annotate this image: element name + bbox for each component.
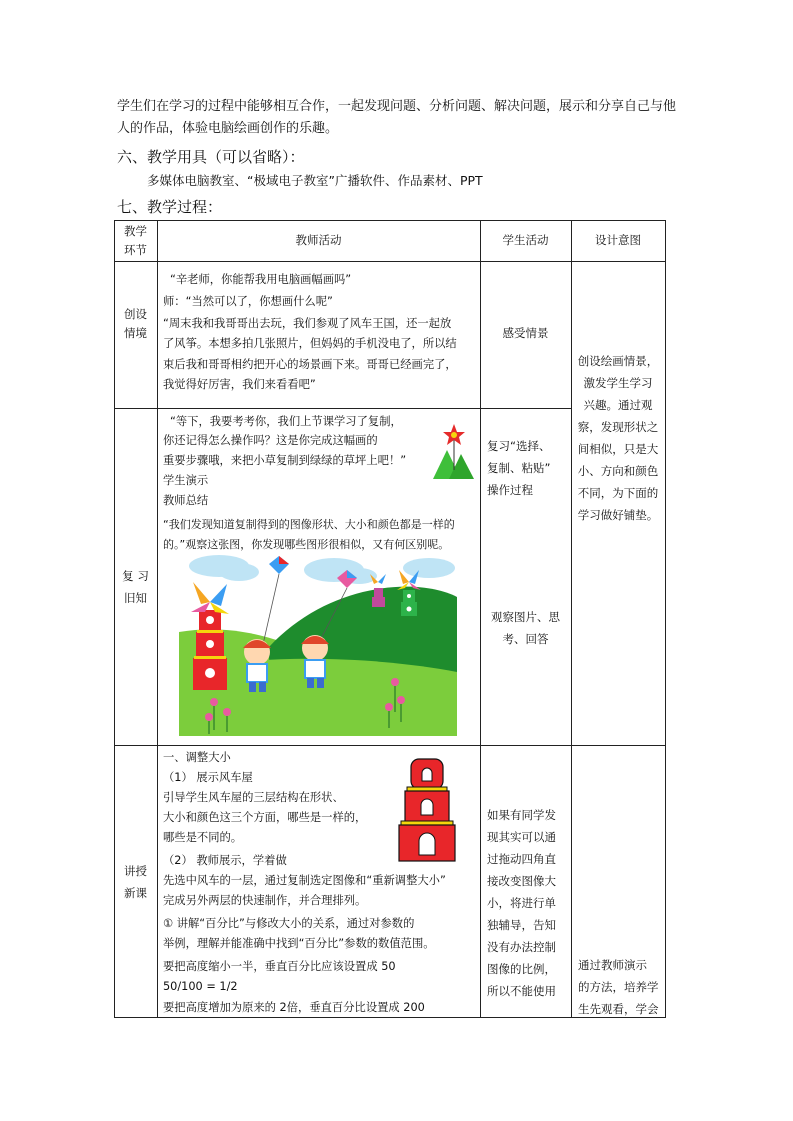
row2-teacher-line: 你还记得怎么操作吗？这是你完成这幅画的 [163,434,378,447]
header-student: 学生活动 [502,233,549,247]
row1-teacher-line: 了风筝。本想多拍几张照片，但妈妈的手机没电了，所以结 [163,337,457,350]
row3-teacher-line: 先选中风车的一层，通过复制选定图像和“重新调整大小” [163,874,446,887]
row3-teacher-line: 要把高度缩小一半，垂直百分比应该设置成 50 [163,960,396,973]
row3-teacher-line: ① 讲解“百分比”与修改大小的关系，通过对参数的 [163,917,415,930]
row2-student-b: 观察图片、思 考、回答 [491,610,560,646]
row3-teacher-line: （1） 展示风车屋 [163,771,253,784]
row3-teacher-line: 要把高度增加为原来的 2倍，垂直百分比设置成 200 [163,1001,425,1014]
row2-stage: 复 习 旧知 [122,569,149,605]
row2-teacher-line: “等下，我要考考你，我们上节课学习了复制， [170,415,402,428]
row2-teacher-line: 重要步骤哦，来把小草复制到绿绿的草坪上吧！” [163,454,407,467]
row1-student: 感受情景 [502,326,549,340]
header-design: 设计意图 [595,233,641,247]
header-stage: 教学 环节 [124,224,147,257]
row1-teacher-line: 束后我和哥哥相约把开心的场景画下来。哥哥已经画完了， [163,358,457,371]
section7-title: 七、教学过程： [117,198,223,216]
row3-student: 如果有同学发 现其实可以通 过拖动四角直 接改变图像大 小，将进行单 独辅导，告知 没有办法控制 图像的比例， 所以不能使用 [487,808,556,998]
row2-teacher-line: 学生演示 [163,474,209,487]
row3-teacher-line: （2） 教师展示，学着做 [163,854,287,867]
section6-title: 六、教学用具（可以省略）： [117,148,305,166]
row3-teacher-line: 大小和颜色这三个方面，哪些是一样的， [163,811,367,824]
row3-teacher-line: 引导学生风车屋的三层结构在形状、 [163,791,344,804]
windmill-tower-illustration [394,757,460,863]
row2-teacher-line: 的。”观察这张图，你发现哪些图形很相似，又有何区别呢。 [163,538,450,551]
windmill-kite-illustration [179,552,457,736]
row2-teacher-line: 教师总结 [163,494,209,507]
header-teacher: 教师活动 [295,233,342,247]
section6-content: 多媒体电脑教室、“极域电子教室”广播软件、作品素材、PPT [147,173,483,188]
row3-teacher-line: 哪些是不同的。 [163,831,243,844]
row1-stage: 创设 情境 [124,307,147,340]
row1-teacher-line: 我觉得好厉害，我们来看看吧” [163,378,316,391]
intro-paragraph: 学生们在学习的过程中能够相互合作，一起发现问题、分析问题、解决问题，展示和分享自己与他人的作品，体验电脑绘画创作的乐趣。 [117,99,677,136]
row2-student-a: 复习“选择、 复制、粘贴” 操作过程 [487,439,551,497]
row1-teacher-line: “周末我和我哥哥出去玩，我们参观了风车王国，还一起放 [163,317,452,330]
row3-stage: 讲授 新课 [124,864,147,900]
row3-teacher-line: 50/100 = 1/2 [163,980,238,993]
row3-design: 通过教师演示 的方法，培养学 生先观看，学会 [578,958,659,1016]
row1-teacher-line: “辛老师，你能帮我用电脑画幅画吗” [170,273,352,286]
pinwheel-mountain-icon [433,422,477,480]
design-merged: 创设绘画情景， 激发学生学习 兴趣。通过观 察，发现形状之 间相似，只是大 小、方向和颜色 不同，为下面的 学习做好铺垫。 [577,354,659,522]
row1-teacher-line: 师：“当然可以了，你想画什么呢” [163,295,333,308]
row3-teacher-line: 一、调整大小 [163,751,231,764]
row3-teacher-line: 举例，理解并能准确中找到“百分比”参数的数值范围。 [163,937,435,950]
row2-teacher-line: “我们发现知道复制得到的图像形状、大小和颜色都是一样的 [163,518,455,531]
row3-teacher-line: 完成另外两层的快速制作，并合理排列。 [163,894,367,907]
